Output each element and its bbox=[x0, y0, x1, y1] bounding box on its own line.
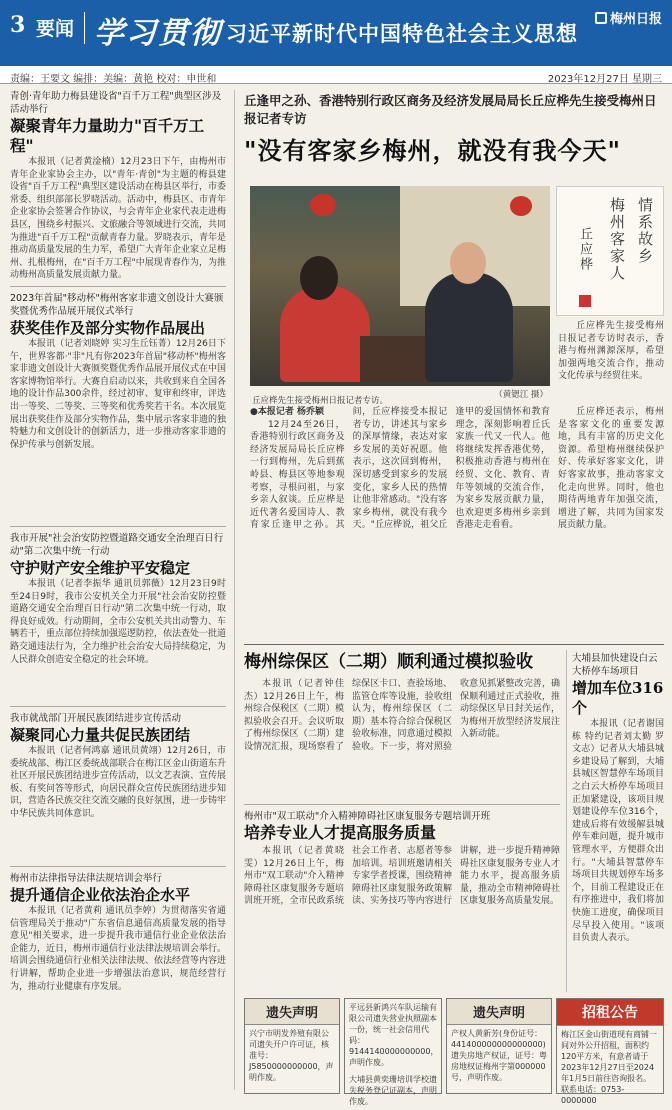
article-title: 获奖佳作及部分实物作品展出 bbox=[10, 319, 206, 337]
article-text: 本报讯（记者刘晓婷 实习生丘钰菁）12月26日下午，世界客都·"非"凡有你2023年首届"移动杯"梅州客家非遗文创设计大赛颁奖暨优秀作品展开展仪式在中国客家博物馆举行。大赛自启动以来，共收到来自全国各地的设计作品300余件，经过初审、复审和终审，评选出一等奖、二等奖、三等奖和优秀奖若干名。本次展览展出获奖佳作及部分实物作品，集中展示客家非遗的独特魅力和文创设计的创新活力，进一步推动客家非遗的保护传承与创新发展。 bbox=[10, 339, 227, 450]
article-body bbox=[244, 678, 560, 754]
interview-text bbox=[250, 406, 550, 532]
article-exhibition bbox=[10, 292, 226, 522]
article-text: 本报讯（记者李振华 通讯员郭薇）12月23日9时至24日9时，我市公安机关全力开展"社会治安防控暨道路交通安全治理百日行动"第二次集中统一行动，取得良好成效。行动期间，全市公安机关共出动警力、车辆若干，重点部位持续加强巡逻防控，依法查处一批道路交通违法行为，全力维护社会治安大局持续稳定，为人民群众创造安全稳定的社会环境。 bbox=[10, 579, 227, 665]
interviewee-head bbox=[450, 242, 486, 284]
interview-paragraph: 12月24至26日，香港特别行政区商务及经济发展局局长丘应桦一行到梅州，先后到蕉岭县、梅县区等地参观考察，寻根问祖，与家乡亲人叙谈。丘应桦是近代著名爱国诗人、教育家丘逢甲之孙。其间，丘应桦接受本报记者专访，讲述其与家乡的深厚情缘，表达对家乡发展的美好祝愿。他表示，这次回到梅州，深切感受到家乡的发展变化，家乡人民的热情让他非常感动。"没有客家乡梅州，就没有我今天。"丘应桦说，祖父丘逢甲的爱国情怀和教育理念，深刻影响着丘氏家族一代又一代人。他将继续发挥香港优势，积极推动香港与梅州在经贸、文化、教育、青年等领域的交流合作，为家乡发展贡献力量，也欢迎更多梅州乡亲到香港走走看看。 bbox=[250, 407, 550, 531]
article-body bbox=[10, 578, 226, 666]
photo-caption bbox=[252, 388, 548, 406]
ad-title: 遗失声明 bbox=[447, 999, 551, 1025]
interview-photo bbox=[250, 186, 550, 386]
article-title: 守护财产安全维护平安稳定 bbox=[10, 559, 191, 577]
calligraphy-line: 梅州客家人 bbox=[608, 197, 626, 282]
article-kicker: 梅州市"双工联动"介入精神障碍社区康复服务专题培训开班 bbox=[244, 811, 491, 822]
article-body bbox=[572, 718, 664, 945]
article-rehab-training bbox=[244, 810, 560, 992]
seal-stamp bbox=[579, 295, 591, 307]
divider bbox=[244, 644, 664, 645]
article-telecom bbox=[10, 872, 226, 1096]
ad-title: 遗失声明 bbox=[245, 999, 339, 1025]
article-title: 培养专业人才提高服务质量 bbox=[244, 823, 437, 842]
article-kicker: 梅州市法律指导法律法规培训会举行 bbox=[10, 873, 163, 884]
section-title: 要闻 bbox=[36, 18, 75, 40]
article-kicker: 我市开展"社会治安防控暨道路交通安全治理百日行动"第二次集中统一行动 bbox=[10, 533, 224, 557]
theme-title: 习近平新时代中国特色社会主义思想 bbox=[226, 21, 578, 46]
column-divider bbox=[234, 90, 235, 1090]
article-body bbox=[10, 905, 226, 993]
interview-kicker: 丘逢甲之孙、香港特别行政区商务及经济发展局局长丘应桦先生接受梅州日报记者专访 bbox=[244, 93, 657, 126]
calligraphy-title: 学习贯彻 bbox=[94, 16, 222, 51]
article-text: 本报讯（记者钟佳杰）12月26日上午，梅州综合保税区（二期）模拟验收会召开。会议听取了梅州综保区（二期）建设情况汇报，现场察看了综保区卡口、查验场地、监管仓库等设施，验收组认为，梅州综保区（二期）基本符合综合保税区验收标准，同意通过模拟验收。下一步，将对照验收意见抓紧整改完善，确保顺利通过正式验收，推动综保区早日封关运作，为梅州开放型经济发展注入新动能。 bbox=[244, 679, 560, 752]
interview-text-2 bbox=[558, 406, 664, 532]
article-title: 梅州综保区（二期）顺利通过模拟验收 bbox=[244, 652, 533, 672]
article-kicker: 2023年首届"移动杯"梅州客家非遗文创设计大赛颁奖暨优秀作品展开展仪式举行 bbox=[10, 293, 224, 317]
editors-line: 责编：王要文 编排：美编：黄艳 校对：申世和 bbox=[10, 74, 217, 85]
interview-header bbox=[244, 92, 664, 182]
divider bbox=[244, 804, 560, 805]
meta-bar bbox=[0, 66, 672, 84]
interview-side-note bbox=[558, 320, 664, 400]
calligraphy-panel bbox=[556, 186, 664, 316]
reporter-head bbox=[300, 256, 338, 300]
column-divider bbox=[566, 650, 567, 992]
ad-title: 招租公告 bbox=[557, 999, 663, 1026]
ad-lost-notice-1 bbox=[244, 998, 340, 1094]
ad-body: 兴宁市明发养殖有限公司遗失开户许可证，核准号：J5850000000000，声明作废。 bbox=[249, 1029, 334, 1082]
article-parking bbox=[572, 652, 664, 992]
article-text: 本报讯（记者谢国栋 特约记者刘太勤 罗文志）记者从大埔县城乡建设局了解到，大埔县城区智慧停车场项目之白云大桥停车场项目正加紧建设，该项目规划建设停车位316个，建成后将有效缓解县城停车难问题，提升城市管理水平，方便群众出行。"大埔县智慧停车场项目共规划停车场多个，目前工程建设正在有序推进中，我们将加快施工进度，确保项目尽早投入使用。"该项目负责人表示。 bbox=[572, 719, 664, 944]
interview-title: "没有客家乡梅州，就没有我今天" bbox=[244, 136, 622, 165]
ad-rental-notice bbox=[556, 998, 664, 1105]
calligraphy-signature: 丘应桦 bbox=[577, 227, 592, 272]
article-youth bbox=[10, 90, 226, 280]
newspaper-logo bbox=[595, 8, 662, 27]
date-line: 2023年12月27日 星期三 bbox=[547, 74, 662, 85]
interview-body-2 bbox=[558, 406, 664, 638]
ad-body: 平远县新鸿兴车队运输有限公司遗失营业执照副本一份，统一社会信用代码：9144140000000000，声明作废。 bbox=[349, 1003, 439, 1067]
article-kicker: 青创·青年助力梅县建设省"百千万工程"典型区涉及活动举行 bbox=[10, 91, 222, 115]
side-note-body bbox=[558, 320, 664, 383]
divider bbox=[10, 706, 226, 707]
article-unity bbox=[10, 712, 226, 862]
side-note-text: 丘应桦先生接受梅州日报记者专访时表示，香港与梅州渊源深厚，希望加强两地交流合作，推动文化传承与经贸往来。 bbox=[558, 321, 664, 382]
article-bonded-zone bbox=[244, 650, 560, 798]
interview-byline: ●本报记者 杨乔颖 bbox=[250, 407, 324, 417]
reporter-figure bbox=[280, 286, 370, 382]
article-title: 增加车位316个 bbox=[572, 679, 664, 717]
ad-lost-notice-3 bbox=[446, 998, 552, 1094]
logo-text: 梅州日报 bbox=[609, 12, 662, 27]
divider bbox=[10, 866, 226, 867]
article-security bbox=[10, 532, 226, 692]
ad-body: 梅江区金山街道现有商铺一间对外公开招租，面积约120平方米，有意者请于2023年12月27日至2024年1月5日前往咨询报名。联系电话：0753-0000000 bbox=[561, 1030, 657, 1105]
interview-paragraph-2: 丘应桦还表示，梅州是客家文化的重要发源地，具有丰富的历史文化资源。希望梅州继续保护好、传承好客家文化，讲好客家故事，推动客家文化走向世界。同时，他也期待两地青年加强交流，增进了解，共同为国家发展贡献力量。 bbox=[558, 407, 664, 531]
ad-body: 大埔县黄奕珊培训学校遗失税务登记证副本，声明作废。 bbox=[349, 1075, 437, 1106]
article-body bbox=[244, 845, 560, 908]
article-body bbox=[10, 745, 226, 821]
calligraphy-line: 情系故乡 bbox=[636, 197, 654, 265]
article-text: 本报讯（记者黄淦楠）12月23日下午，由梅州市青年企业家协会主办，以"青年·青创"为主题的梅县建设省"百千万工程"典型区建设活动在梅县区举行，市委常委、组织部部长罗晓活动。活动中，梅县区、市青年企业家协会签署合作协议，与会青年企业家代表走进梅县区，围绕乡村振兴、文旅融合等领域进行交流，共同为推进"百千万工程"贡献青春力量。罗晓表示，青年是推动高质量发展的生力军，希望广大青年企业家立足梅州、扎根梅州，在"百千万工程"中展现青春作为，为推动梅州高质量发展贡献力量。 bbox=[10, 157, 227, 281]
article-kicker: 我市就战部门开展民族团结进步宣传活动 bbox=[10, 713, 182, 724]
article-body bbox=[10, 338, 226, 451]
article-title: 凝聚同心力量共促民族团结 bbox=[10, 726, 191, 744]
divider bbox=[10, 526, 226, 527]
caption-credit: （黄锶江 摄） bbox=[494, 390, 548, 400]
article-text: 本报讯（记者何鸿嘉 通讯员黄翊）12月26日，市委统战部、梅江区委统战部联合在梅江区金山街道东升社区开展民族团结进步宣传活动，以文艺表演、宣传展板、有奖问答等形式，向居民群众宣传民族团结进步知识，营造各民族交往交流交融的良好氛围，进一步铸牢中华民族共同体意识。 bbox=[10, 746, 227, 819]
interviewee-figure bbox=[425, 272, 513, 382]
article-text: 本报讯（记者黄晓雯）12月26日上午，梅州市"双工联动"介入精神障碍社区康复服务专题培训班开班，全市民政系统社会工作者、志愿者等参加培训。培训班邀请相关专家学者授课，围绕精神障碍社区康复服务政策解读、实务技巧等内容进行讲解，进一步提升精神障碍社区康复服务专业人才能力水平，提高服务质量，推动全市精神障碍社区康复服务高质量发展。 bbox=[244, 846, 560, 907]
interview-body bbox=[250, 406, 550, 638]
article-title: 凝聚青年力量助力"百千万工程" bbox=[10, 116, 205, 155]
header-divider bbox=[84, 12, 85, 44]
page-number: 3 bbox=[10, 12, 26, 38]
logo-icon bbox=[595, 12, 607, 24]
caption-text: 丘应桦先生接受梅州日报记者专访。 bbox=[252, 396, 389, 406]
page-header bbox=[0, 0, 672, 66]
article-body bbox=[10, 156, 226, 282]
lantern-icon bbox=[310, 194, 336, 216]
ad-body: 产权人黄新芳(身份证号：441400000000000000)遗失房地产权证，证号：粤房地权证梅州字第000000号，声明作废。 bbox=[451, 1029, 547, 1082]
ad-lost-notice-2 bbox=[344, 998, 442, 1106]
article-title: 提升通信企业依法治企水平 bbox=[10, 886, 191, 904]
article-kicker: 大埔县加快建设白云大桥停车场项目 bbox=[572, 653, 658, 677]
divider bbox=[10, 286, 226, 287]
article-text: 本报讯（记者黄莉 通讯员李婷）为贯彻落实省通信管理局关于推动"广东省信息通信高质量发展的指导意见"相关要求，进一步提升我市通信行业企业依法治企能力，近日，梅州市通信行业法律法规培训会举行。培训会围绕通信行业相关法律法规、依法经营等内容进行讲解，帮助企业进一步增强法治意识，规范经营行为，推动行业健康有序发展。 bbox=[10, 906, 227, 992]
lantern-icon bbox=[510, 196, 532, 216]
